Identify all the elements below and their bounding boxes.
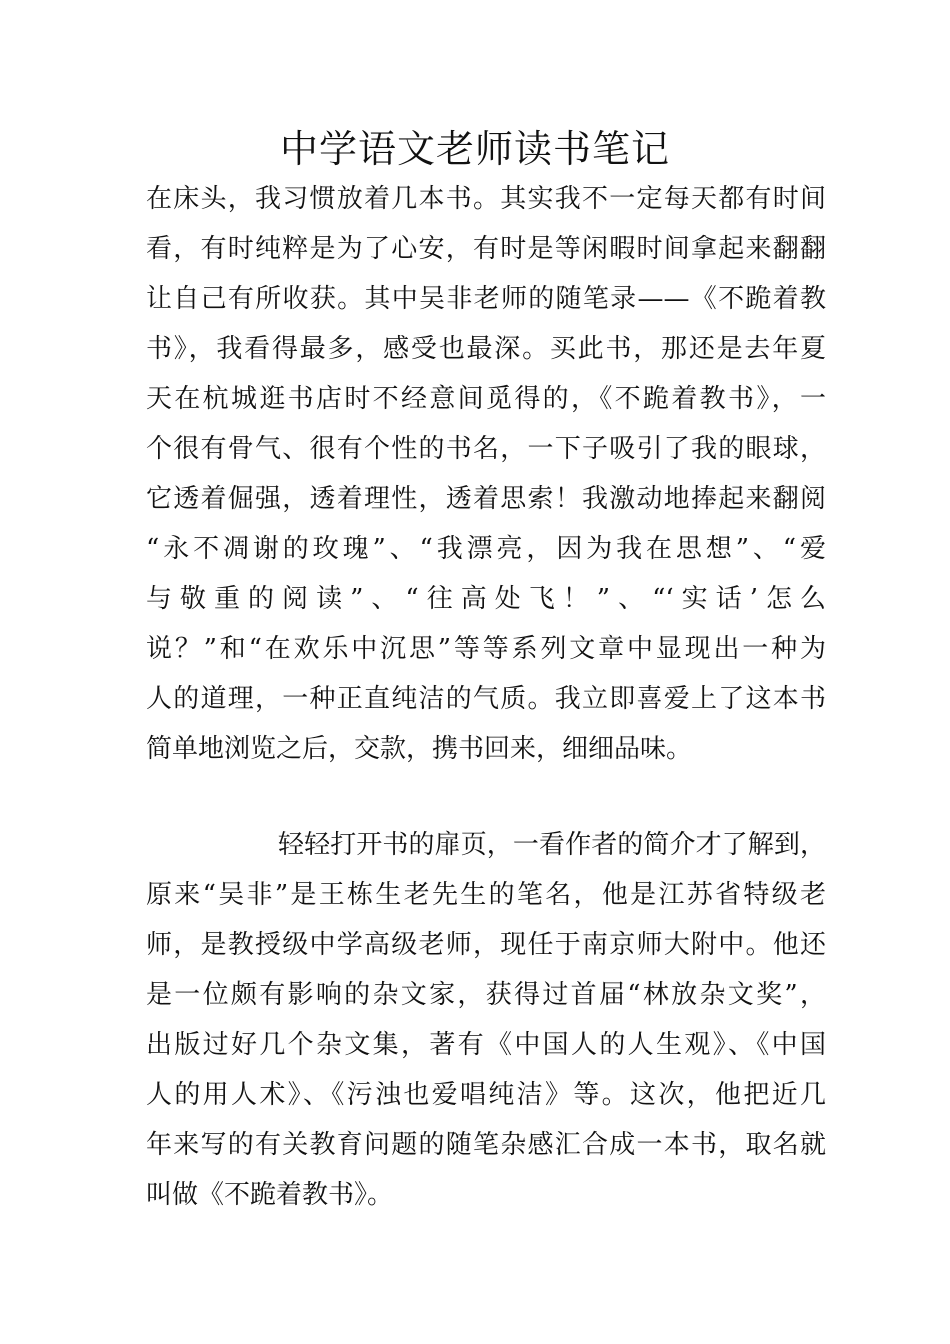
- text-line: 原来“吴非”是王栋生老先生的笔名，他是江苏省特级老: [146, 880, 826, 910]
- text-line: 出版过好几个杂文集，著有《中国人的人生观》、《中国: [146, 1030, 826, 1060]
- document-title: 中学语文老师读书笔记: [279, 127, 670, 171]
- text-line: 说？”和“在欢乐中沉思”等等系列文章中显现出一种为: [146, 634, 826, 664]
- text-line: 天在杭城逛书店时不经意间觅得的，《不跪着教书》，一: [146, 384, 826, 414]
- text-line: “永不凋谢的玫瑰”、“我漂亮，因为我在思想”、“爱: [146, 534, 826, 564]
- text-line: 在床头，我习惯放着几本书。其实我不一定每天都有时间: [146, 184, 826, 214]
- text-line: 看，有时纯粹是为了心安，有时是等闲暇时间拿起来翻翻: [146, 234, 826, 264]
- text-line: 它透着倔强，透着理性，透着思索！我激动地捧起来翻阅: [146, 484, 826, 514]
- document-body: [146, 174, 826, 1220]
- text-line: 是一位颇有影响的杂文家，获得过首届“林放杂文奖”，: [146, 980, 826, 1010]
- text-line: 简单地浏览之后，交款，携书回来，细细品味。: [146, 734, 693, 764]
- paragraph-1: [146, 174, 826, 774]
- text-line: 师，是教授级中学高级老师，现任于南京师大附中。他还: [146, 930, 826, 960]
- text-line: 与敬重的阅读”、“往高处飞！”、“‘实话’怎么: [146, 584, 826, 614]
- text-line: 人的用人术》、《污浊也爱唱纯洁》等。这次，他把近几: [146, 1080, 826, 1110]
- paragraph-gap: [146, 774, 826, 820]
- text-line: 人的道理，一种正直纯洁的气质。我立即喜爱上了这本书: [146, 684, 826, 714]
- text-line: 叫做《不跪着教书》。: [146, 1180, 394, 1210]
- text-line: 书》，我看得最多，感受也最深。买此书，那还是去年夏: [146, 334, 826, 364]
- text-line: 个很有骨气、很有个性的书名，一下子吸引了我的眼球，: [146, 434, 826, 464]
- paragraph-2: [146, 820, 826, 1220]
- text-line: 让自己有所收获。其中吴非老师的随笔录——《不跪着教: [146, 284, 826, 314]
- text-line: 年来写的有关教育问题的随笔杂感汇合成一本书，取名就: [146, 1130, 826, 1160]
- text-line: 轻轻打开书的扉页，一看作者的简介才了解到，: [278, 830, 826, 860]
